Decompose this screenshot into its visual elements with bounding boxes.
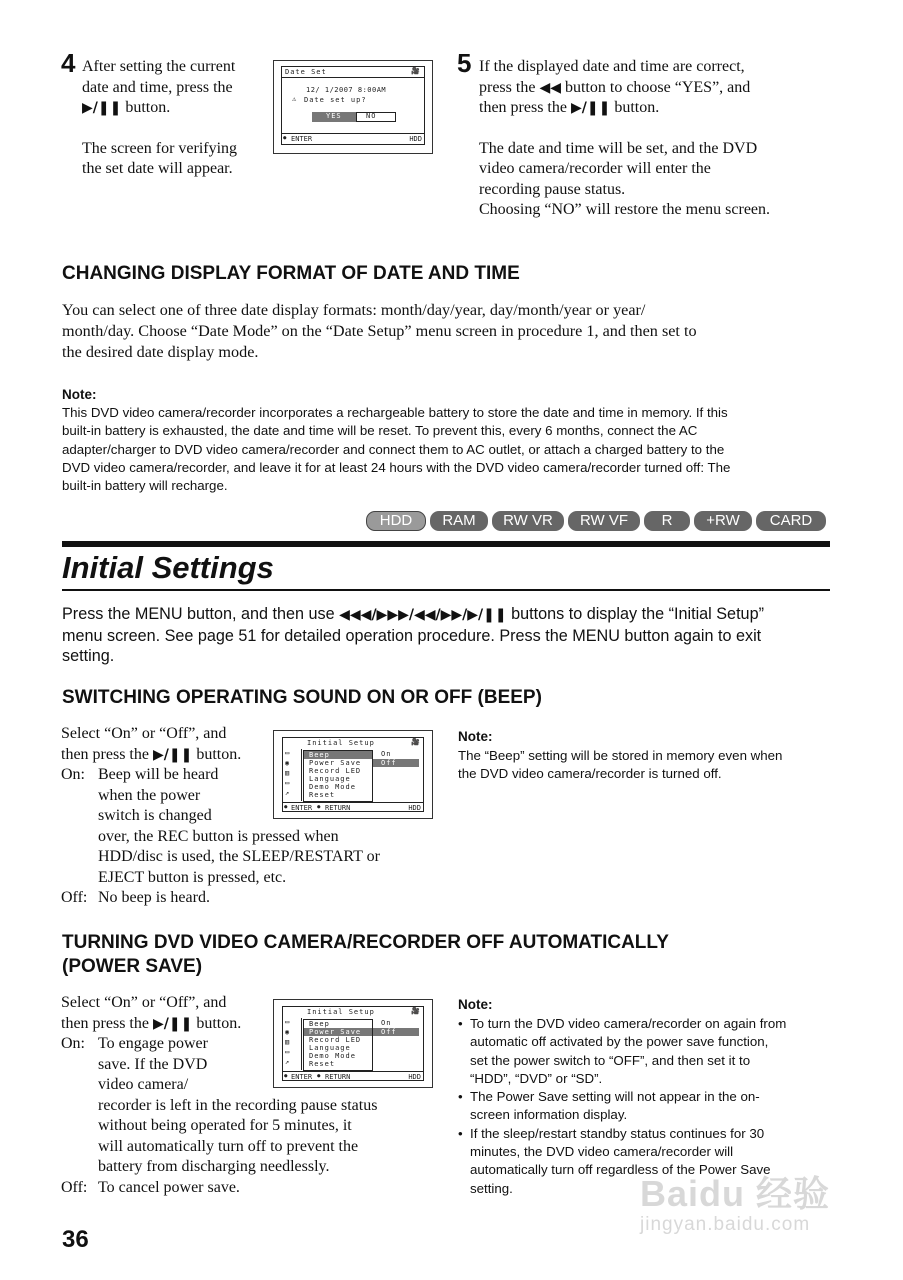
power-save-line: Select “On” or “Off”, and	[61, 994, 227, 1011]
lcd-date-value: 12/ 1/2007 8:00AM	[306, 86, 387, 94]
lcd-media-label: HDD	[409, 135, 422, 143]
step-5-line: video camera/recorder will enter the	[479, 160, 711, 177]
play-pause-icon: ▶/❚❚	[570, 100, 611, 116]
date-format-line: the desired date display mode.	[62, 343, 259, 361]
lcd-menu-item: Power Save	[309, 1028, 362, 1036]
step-4-line: date and time, press the	[82, 78, 233, 96]
watermark-url: jingyan.baidu.com	[640, 1214, 811, 1235]
step-5-line: then press the ▶/❚❚ button.	[479, 99, 660, 116]
media-tab-plus-rw: +RW	[694, 511, 752, 531]
media-tab-rw-vf: RW VF	[568, 511, 640, 531]
power-save-off-label: Off:	[61, 1178, 88, 1196]
power-save-heading-line: (POWER SAVE)	[62, 956, 203, 977]
lcd-options	[373, 750, 419, 768]
power-save-heading	[62, 931, 669, 979]
setup-tab-icon: ▭	[285, 779, 291, 787]
beep-note-label: Note:	[458, 729, 493, 744]
step-5-line: If the displayed date and time are correct,	[479, 58, 745, 75]
power-save-off-text: To cancel power save.	[98, 1178, 240, 1196]
note-line: DVD video camera/recorder, and leave it for at least 24 hours with the DVD video camera/recorder turned off: The	[62, 459, 731, 475]
lcd-option-off: Off	[381, 759, 397, 767]
play-pause-icon: ▶/❚❚	[152, 1015, 193, 1032]
lcd-option-off: Off	[381, 1028, 397, 1036]
date-format-heading: CHANGING DISPLAY FORMAT OF DATE AND TIME	[62, 263, 520, 284]
media-tab-card: CARD	[756, 511, 826, 531]
power-save-on-line: save. If the DVD	[98, 1055, 208, 1073]
note-line: This DVD video camera/recorder incorporates a rechargeable battery to store the date and time in memory. If this	[62, 405, 728, 420]
beep-note-body	[458, 747, 878, 784]
power-save-on-label: On:	[61, 1035, 85, 1052]
lcd-menu-item: Reset	[309, 791, 336, 799]
beep-on-line: Beep will be heard	[98, 766, 219, 783]
lcd-menu-item: Demo Mode	[309, 1052, 356, 1060]
beep-on-line: when the power	[98, 786, 201, 804]
intro-line: setting.	[62, 647, 115, 665]
wrench-icon: ↗	[285, 1058, 291, 1066]
beep-heading: SWITCHING OPERATING SOUND ON OR OFF (BEEP)	[62, 687, 542, 708]
beep-note-line: The “Beep” setting will be stored in memory even when	[458, 748, 783, 763]
lcd-title: Date Set	[285, 68, 327, 76]
setup-tab-icon: ◉	[285, 759, 291, 767]
step-5-number: 5	[457, 48, 472, 78]
section-bottom-rule	[62, 589, 830, 591]
camera-icon: 🎥	[411, 67, 421, 75]
power-save-line: then press the ▶/❚❚ button.	[61, 1014, 242, 1032]
watermark-brand: Baidu 经验	[640, 1173, 831, 1214]
beep-off-label: Off:	[61, 889, 88, 906]
note-line: built-in battery will recharge.	[62, 478, 228, 494]
lcd-question: Date set up?	[304, 96, 367, 104]
lcd-menu-item: Language	[309, 775, 351, 783]
setup-tab-icon: ▭	[285, 1048, 291, 1056]
lcd-menu-item: Language	[309, 1044, 351, 1052]
rewind-icon: ◀◀	[539, 79, 561, 96]
power-save-on-line: battery from discharging needlessly.	[98, 1158, 330, 1175]
lcd-menu-item: Power Save	[309, 759, 362, 767]
play-pause-icon: ▶/❚❚	[82, 100, 122, 116]
lcd-return-label: RETURN	[325, 804, 351, 812]
lcd-media-label: HDD	[408, 804, 421, 812]
beep-on-line: HDD/disc is used, the SLEEP/RESTART or	[98, 848, 380, 865]
lcd-menu-item: Beep	[309, 1020, 330, 1028]
beep-line: Select “On” or “Off”, and	[61, 725, 227, 742]
play-pause-icon: ▶/❚❚	[152, 746, 193, 763]
note-line: adapter/charger to DVD video camera/recorder and connect them to AC outlet, or attach a charged battery to the	[62, 441, 725, 457]
lcd-options	[373, 1019, 419, 1037]
date-format-line: You can select one of three date display formats: month/day/year, day/month/year or year/	[62, 301, 646, 319]
lcd-no-label: NO	[366, 112, 377, 120]
setup-tab-icon: ▭	[285, 749, 291, 757]
power-save-on-line: recorder is left in the recording pause status	[98, 1096, 378, 1114]
beep-on-line: EJECT button is pressed, etc.	[98, 868, 287, 886]
step-5-line: Choosing “NO” will restore the menu screen.	[479, 201, 771, 218]
power-save-on-line: without being operated for 5 minutes, it	[98, 1117, 352, 1134]
beep-note-line: the DVD video camera/recorder is turned off.	[458, 766, 722, 782]
return-icon: ⏺	[317, 803, 322, 811]
return-icon: ⏺	[317, 1072, 322, 1080]
step-4-text	[82, 57, 272, 180]
date-format-line: month/day. Choose “Date Mode” on the “Date Setup” menu screen in procedure 1, and then set to	[62, 322, 697, 340]
step-5-text	[479, 57, 859, 221]
lcd-enter-label: ENTER	[291, 804, 313, 812]
lcd-title: Initial Setup	[307, 739, 375, 747]
lcd-menu-list	[303, 750, 373, 802]
power-save-note-label: Note:	[458, 997, 493, 1012]
beep-on-line: switch is changed	[98, 807, 212, 824]
note-line: built-in battery is exhausted, the date and time will be reset. To prevent this, every 6 months, connect the AC	[62, 423, 698, 439]
lcd-option-on: On	[381, 750, 392, 758]
power-save-on-line: video camera/	[98, 1076, 189, 1093]
setup-tab-icon: ◉	[285, 1028, 291, 1036]
step-5-line: press the ◀◀ button to choose “YES”, and	[479, 78, 751, 96]
media-tab-rw-vr: RW VR	[492, 511, 564, 531]
lcd-initial-setup-beep	[273, 730, 433, 819]
media-tab-hdd: HDD	[366, 511, 426, 531]
lcd-menu-item: Record LED	[309, 1036, 362, 1044]
beep-on-label: On:	[61, 766, 85, 783]
lcd-title: Initial Setup	[307, 1008, 375, 1016]
lcd-media-label: HDD	[408, 1073, 421, 1081]
step-4-number: 4	[61, 48, 76, 78]
battery-note-body	[62, 404, 862, 495]
lcd-enter-label: ENTER	[291, 1073, 313, 1081]
lcd-icon-column	[283, 749, 302, 801]
power-save-on-line: will automatically turn off to prevent the	[98, 1137, 359, 1155]
lcd-yes-label: YES	[326, 112, 342, 120]
camera-icon: 🎥	[411, 1007, 421, 1015]
beep-off-row	[61, 888, 451, 909]
warning-icon: ⚠	[292, 95, 298, 103]
navigation-buttons-icon: ◀◀◀/▶▶▶/◀◀/▶▶/▶/❚❚	[339, 607, 507, 623]
lcd-menu-item: Demo Mode	[309, 783, 356, 791]
initial-settings-intro	[62, 604, 862, 667]
power-save-on-line: To engage power	[98, 1035, 208, 1052]
lcd-return-label: RETURN	[325, 1073, 351, 1081]
beep-off-text: No beep is heard.	[98, 889, 210, 906]
setup-tab-icon: ▭	[285, 1018, 291, 1026]
note-label: Note:	[62, 387, 97, 402]
lcd-option-on: On	[381, 1019, 392, 1027]
step-4-line: The screen for verifying	[82, 139, 238, 157]
power-save-note-item: • The Power Save setting will not appear in the on- screen information display.	[470, 1088, 878, 1125]
enter-icon: ⏺	[284, 803, 289, 811]
lcd-menu-item: Record LED	[309, 767, 362, 775]
media-tabs	[366, 511, 826, 531]
step-4-line: the set date will appear.	[82, 160, 233, 177]
page-number: 36	[62, 1226, 89, 1253]
beep-on-line: over, the REC button is pressed when	[98, 827, 339, 845]
step-4-line: After setting the current	[82, 58, 236, 75]
wrench-icon: ↗	[285, 789, 291, 797]
step-5-line: The date and time will be set, and the DVD	[479, 139, 758, 157]
enter-icon: ⏺	[283, 134, 288, 142]
setup-tab-icon: ▥	[285, 1038, 291, 1046]
power-save-off-row	[61, 1178, 451, 1199]
power-save-heading-line: TURNING DVD VIDEO CAMERA/RECORDER OFF AUTOMATICALLY	[62, 932, 669, 953]
initial-settings-title: Initial Settings	[62, 550, 274, 585]
lcd-menu-item: Beep	[309, 751, 330, 759]
setup-tab-icon: ▥	[285, 769, 291, 777]
intro-line: Press the MENU button, and then use ◀◀◀/▶▶▶/◀◀/▶▶/▶/❚❚ buttons to display the “Initial Setup”	[62, 605, 764, 623]
step-4-line: ▶/❚❚ button.	[82, 99, 171, 116]
lcd-menu-item: Reset	[309, 1060, 336, 1068]
beep-line: then press the ▶/❚❚ button.	[61, 745, 242, 763]
step-5-line: recording pause status.	[479, 180, 626, 198]
lcd-menu-list	[303, 1019, 373, 1071]
section-top-rule	[62, 541, 830, 547]
power-save-note-item: • To turn the DVD video camera/recorder on again from automatic off activated by the power save function, set the power switch to “OFF”, and then set it to “HDD”, “DVD” or “SD”.	[470, 1015, 878, 1088]
date-format-body	[62, 300, 862, 363]
lcd-icon-column	[283, 1018, 302, 1070]
intro-line: menu screen. See page 51 for detailed operation procedure. Press the MENU button again to exit	[62, 626, 762, 645]
lcd-date-set-screen	[273, 60, 433, 154]
lcd-enter-label: ENTER	[291, 135, 313, 143]
power-save-note-item: • If the sleep/restart standby status continues for 30 minutes, the DVD video camera/recorder will automatically turn off regardless of the Power Save setting.	[470, 1125, 878, 1198]
camera-icon: 🎥	[411, 738, 421, 746]
media-tab-ram: RAM	[430, 511, 488, 531]
enter-icon: ⏺	[284, 1072, 289, 1080]
media-tab-r: R	[644, 511, 690, 531]
lcd-initial-setup-power-save	[273, 999, 433, 1088]
